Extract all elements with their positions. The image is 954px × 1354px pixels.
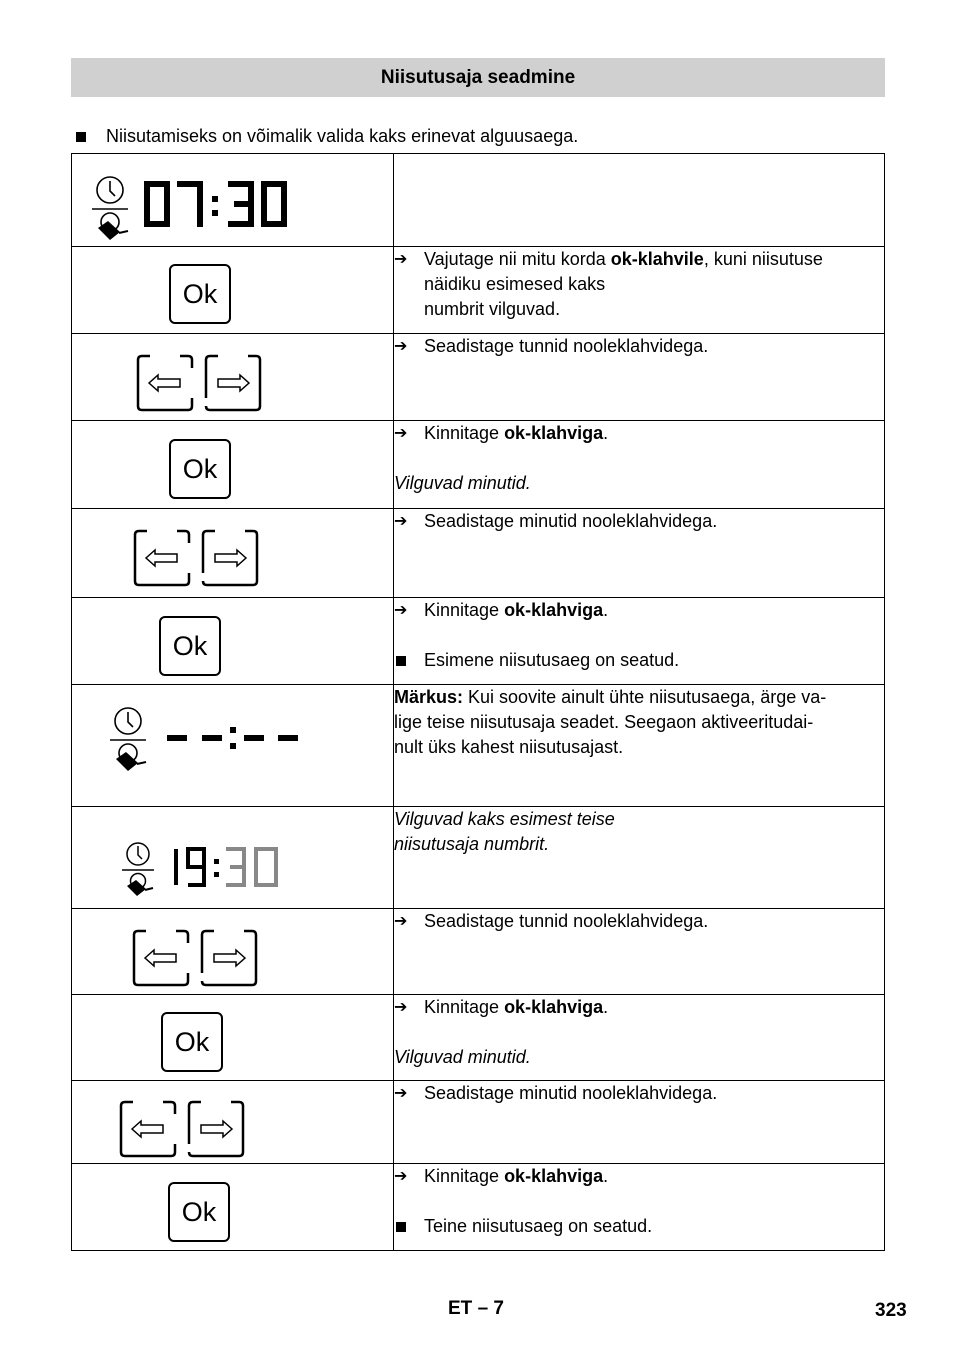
- table-row: [72, 685, 885, 807]
- ok-button: Ok: [169, 439, 231, 499]
- intro-text: Niisutamiseks on võimalik valida kaks erinevat alguusaega.: [106, 126, 579, 146]
- watering-can-icon: [116, 744, 146, 771]
- watering-can-icon: [98, 213, 128, 240]
- text-cell: ➔ Vajutage nii mitu korda ok-klahvile, kuni niisutuse näidiku esimesed kaks numbrit vilguvad.: [394, 247, 885, 334]
- display-cell: [72, 154, 394, 247]
- left-arrow-key-icon: [133, 529, 191, 587]
- note-text: Märkus: Kui soovite ainult ühte niisutusaega, ärge va-: [394, 687, 827, 707]
- intro-line: [76, 126, 578, 147]
- left-arrow-key-icon: [136, 354, 194, 412]
- text-cell: ➔ Seadistage tunnid nooleklahvidega.: [394, 909, 885, 995]
- text-cell: ➔ Kinnitage ok-klahviga. Esimene niisutusaeg on seatud.: [394, 598, 885, 685]
- arrow-right-icon: ➔: [394, 251, 408, 268]
- arrow-keys: [132, 929, 258, 987]
- text-cell: ➔ Seadistage minutid nooleklahvidega.: [394, 509, 885, 598]
- clock-icon: [97, 177, 123, 203]
- ok-button: Ok: [169, 264, 231, 324]
- arrow-right-icon: ➔: [394, 338, 408, 355]
- table-row: [72, 1164, 885, 1251]
- text-cell: ➔ Kinnitage ok-klahviga. Teine niisutusaeg on seatud.: [394, 1164, 885, 1251]
- left-arrow-key-icon: [132, 929, 190, 987]
- arrow-right-icon: ➔: [394, 602, 408, 619]
- bullet-square-icon: [76, 132, 86, 142]
- icon-cell: [72, 247, 394, 334]
- watering-can-icon: [127, 874, 153, 897]
- ok-button: Ok: [161, 1012, 223, 1072]
- text-cell: Märkus: Kui soovite ainult ühte niisutusaega, ärge va- lige teise niisutusaja seadet. Seegaon aktiveeritudai- nult üks kahest niisutusajast.: [394, 685, 885, 807]
- table-row: [72, 807, 885, 909]
- clock-icon: [127, 843, 149, 865]
- table-row: [72, 909, 885, 995]
- ok-button: Ok: [168, 1182, 230, 1242]
- table-row: [72, 1081, 885, 1164]
- icon-cell: [72, 598, 394, 685]
- page-number: 323: [875, 1300, 907, 1321]
- display-cell: [72, 685, 394, 807]
- arrow-right-icon: ➔: [394, 999, 408, 1016]
- arrow-right-icon: ➔: [394, 425, 408, 442]
- text-cell: [394, 154, 885, 247]
- table-row: [72, 154, 885, 247]
- right-arrow-key-icon: [187, 1100, 245, 1158]
- arrow-keys: [136, 354, 262, 412]
- table-row: [72, 247, 885, 334]
- ok-button: Ok: [159, 616, 221, 676]
- timer-display-0730: [88, 174, 288, 246]
- text-cell: ➔ Seadistage minutid nooleklahvidega.: [394, 1081, 885, 1164]
- right-arrow-key-icon: [200, 929, 258, 987]
- timer-display-blank: [106, 705, 306, 777]
- arrow-keys: [133, 529, 259, 587]
- table-row: [72, 509, 885, 598]
- arrow-right-icon: ➔: [394, 513, 408, 530]
- table-row: [72, 334, 885, 421]
- table-row: [72, 421, 885, 509]
- text-cell: Vilguvad kaks esimest teise niisutusaja numbrit.: [394, 807, 885, 909]
- arrow-keys: [119, 1100, 245, 1158]
- arrow-right-icon: ➔: [394, 1168, 408, 1185]
- right-arrow-key-icon: [201, 529, 259, 587]
- footer-section-label: ET – 7: [448, 1298, 504, 1319]
- arrow-right-icon: ➔: [394, 1085, 408, 1102]
- text-cell: ➔ Seadistage tunnid nooleklahvidega.: [394, 334, 885, 421]
- icon-cell: [72, 1164, 394, 1251]
- section-title: Niisutusaja seadmine: [71, 58, 885, 97]
- text-cell: ➔ Kinnitage ok-klahviga. Vilguvad minutid.: [394, 421, 885, 509]
- arrow-right-icon: ➔: [394, 913, 408, 930]
- timer-display-1930: [118, 841, 288, 901]
- steps-table: [71, 153, 885, 1251]
- icon-cell: [72, 995, 394, 1081]
- icon-cell: [72, 509, 394, 598]
- right-arrow-key-icon: [204, 354, 262, 412]
- icon-cell: [72, 334, 394, 421]
- clock-icon: [115, 708, 141, 734]
- left-arrow-key-icon: [119, 1100, 177, 1158]
- icon-cell: [72, 421, 394, 509]
- icon-cell: [72, 1081, 394, 1164]
- bullet-square-icon: [394, 648, 424, 673]
- table-row: [72, 598, 885, 685]
- icon-cell: [72, 909, 394, 995]
- bullet-square-icon: [394, 1214, 424, 1239]
- text-cell: ➔ Kinnitage ok-klahviga. Vilguvad minutid.: [394, 995, 885, 1081]
- display-cell: [72, 807, 394, 909]
- table-row: [72, 995, 885, 1081]
